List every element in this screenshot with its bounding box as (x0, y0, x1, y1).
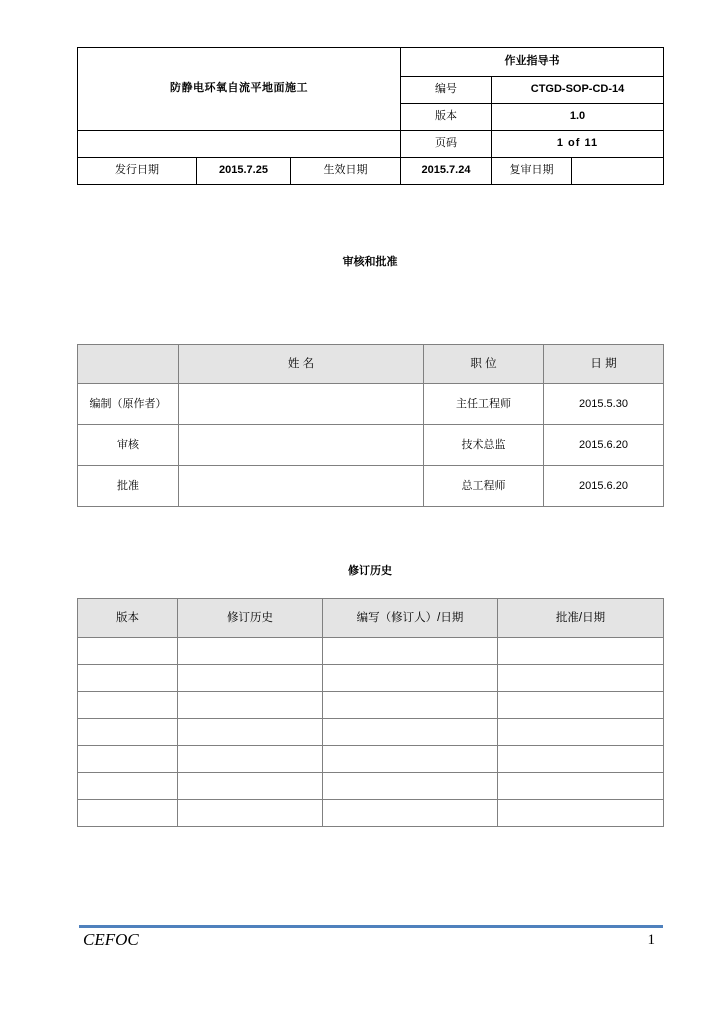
doc-number-label: 编号 (401, 77, 492, 104)
revision-author-date-cell (323, 800, 498, 827)
revision-author-date-cell (323, 665, 498, 692)
table-row (78, 800, 664, 827)
doc-version-label: 版本 (401, 104, 492, 131)
doc-number-value: CTGD-SOP-CD-14 (492, 77, 664, 104)
document-control-header-table (77, 47, 664, 185)
revision-author-date-cell (323, 773, 498, 800)
table-row (78, 719, 664, 746)
approval-col-date: 日 期 (544, 345, 664, 384)
revision-author-date-cell (323, 692, 498, 719)
approval-col-name: 姓 名 (179, 345, 424, 384)
revision-history-cell (178, 800, 323, 827)
revision-version-cell (78, 719, 178, 746)
revision-history-cell (178, 692, 323, 719)
revision-version-cell (78, 665, 178, 692)
approval-name-cell (179, 425, 424, 466)
revision-approver-date-cell (498, 638, 664, 665)
footer-page-number: 1 (647, 932, 655, 948)
revision-header-row (78, 599, 664, 638)
doc-page-value-text: 1 of 11 (556, 137, 599, 150)
revision-approver-date-cell (498, 665, 664, 692)
revision-approver-date-cell (498, 800, 664, 827)
revision-col-approver-date: 批准/日期 (498, 599, 664, 638)
approval-date-cell: 2015.6.20 (544, 425, 664, 466)
approval-role-cell: 审核 (78, 425, 179, 466)
revision-author-date-cell (323, 746, 498, 773)
review-date-value (572, 158, 664, 185)
table-row (78, 466, 664, 507)
revision-approver-date-cell (498, 692, 664, 719)
title-spacer-cell (78, 131, 401, 158)
revision-col-author-date: 编写（修订人）/日期 (323, 599, 498, 638)
document-title: 防静电环氧自流平地面施工 (78, 48, 401, 131)
table-row (78, 638, 664, 665)
revision-history-cell (178, 719, 323, 746)
revision-version-cell (78, 692, 178, 719)
table-row (78, 384, 664, 425)
revision-version-cell (78, 746, 178, 773)
revision-history-cell (178, 746, 323, 773)
approval-header-row (78, 345, 664, 384)
revision-col-version: 版本 (78, 599, 178, 638)
revision-version-cell (78, 638, 178, 665)
revision-section-caption: 修订历史 (348, 565, 392, 577)
approval-position-cell: 主任工程师 (424, 384, 544, 425)
revision-author-date-cell (323, 638, 498, 665)
approval-date-cell: 2015.5.30 (544, 384, 664, 425)
doc-version-value: 1.0 (492, 104, 664, 131)
approval-section-caption: 审核和批准 (342, 256, 398, 268)
header-row-dates (78, 158, 664, 185)
review-date-label: 复审日期 (492, 158, 572, 185)
header-row-doctype (78, 48, 664, 77)
issue-date-value: 2015.7.25 (197, 158, 291, 185)
approval-position-cell: 总工程师 (424, 466, 544, 507)
doc-page-value (492, 131, 664, 158)
revision-approver-date-cell (498, 719, 664, 746)
approval-name-cell (179, 466, 424, 507)
doc-page-label: 页码 (401, 131, 492, 158)
revision-history-table (77, 598, 664, 827)
table-row (78, 692, 664, 719)
approval-col-role (78, 345, 179, 384)
table-row (78, 773, 664, 800)
approval-role-cell: 批准 (78, 466, 179, 507)
revision-col-history: 修订历史 (178, 599, 323, 638)
revision-approver-date-cell (498, 746, 664, 773)
revision-history-cell (178, 665, 323, 692)
table-row (78, 665, 664, 692)
approval-role-cell: 编制（原作者） (78, 384, 179, 425)
effective-date-label: 生效日期 (291, 158, 401, 185)
approval-table (77, 344, 664, 507)
effective-date-value: 2015.7.24 (401, 158, 492, 185)
issue-date-label: 发行日期 (78, 158, 197, 185)
approval-date-cell: 2015.6.20 (544, 466, 664, 507)
table-row (78, 425, 664, 466)
approval-col-position: 职 位 (424, 345, 544, 384)
document-type-label: 作业指导书 (401, 48, 664, 77)
revision-history-cell (178, 638, 323, 665)
table-row (78, 746, 664, 773)
footer-divider (79, 925, 663, 928)
revision-history-cell (178, 773, 323, 800)
revision-author-date-cell (323, 719, 498, 746)
approval-name-cell (179, 384, 424, 425)
revision-version-cell (78, 773, 178, 800)
footer-company-name: CEFOC (83, 930, 139, 949)
revision-approver-date-cell (498, 773, 664, 800)
revision-version-cell (78, 800, 178, 827)
approval-position-cell: 技术总监 (424, 425, 544, 466)
header-row-pagecount (78, 131, 664, 158)
